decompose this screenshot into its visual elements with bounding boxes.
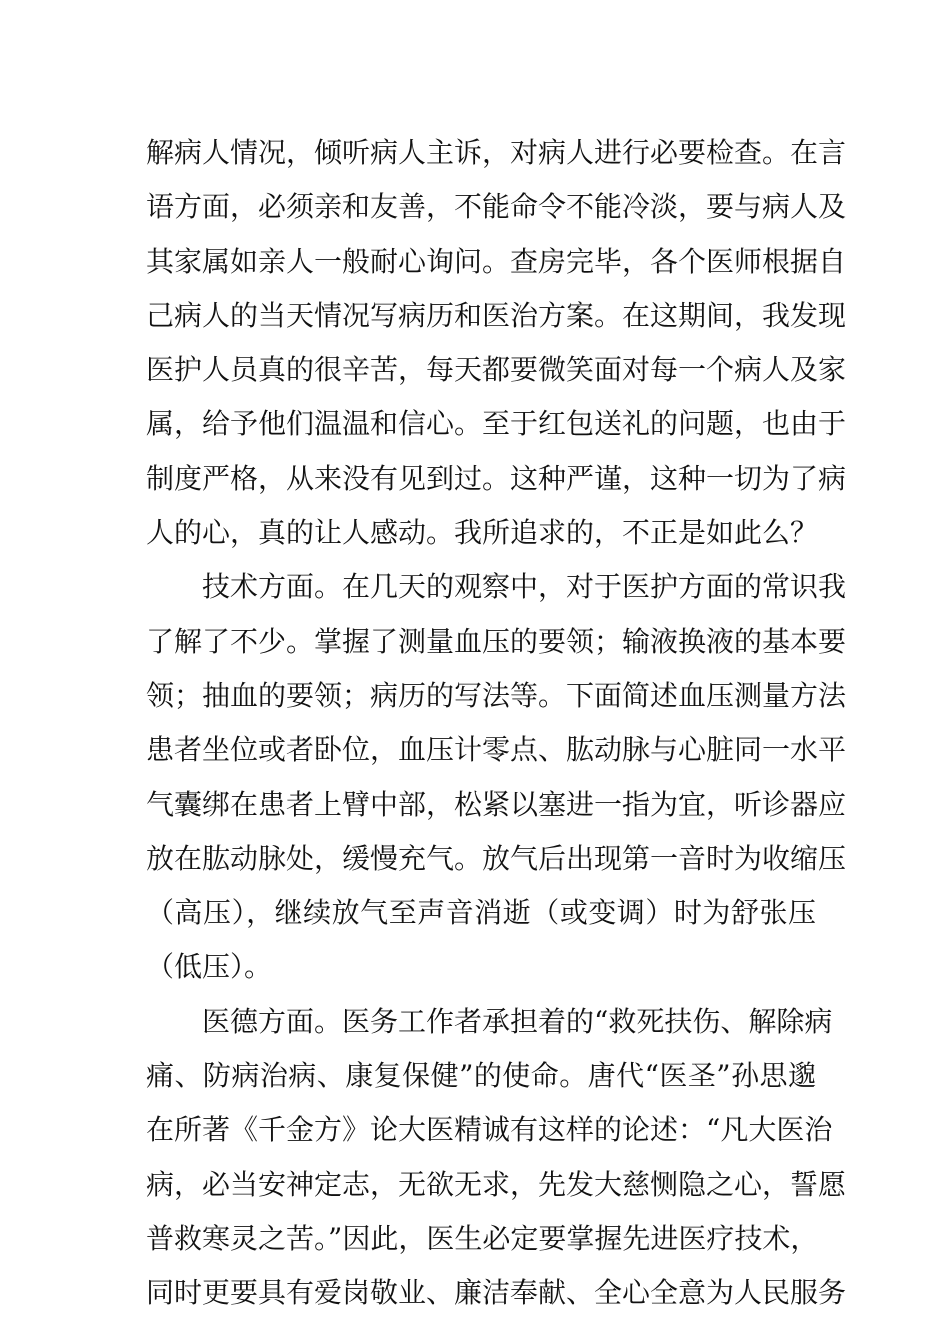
body-text <box>146 126 847 1321</box>
text-line: 医护人员真的很辛苦，每天都要微笑面对每一个病人及家 <box>146 353 847 387</box>
text-line: 患者坐位或者卧位，血压计零点、肱动脉与心脏同一水平 <box>146 733 847 767</box>
text-line: 技术方面。在几天的观察中，对于医护方面的常识我 <box>202 570 847 604</box>
text-line: 其家属如亲人一般耐心询问。查房完毕，各个医师根据自 <box>146 244 847 278</box>
text-line: 在所著《千金方》论大医精诚有这样的论述：“凡大医治 <box>146 1113 833 1147</box>
text-line: 普救寒灵之苦。”因此，医生必定要掌握先进医疗技术， <box>146 1221 819 1255</box>
text-line: 领；抽血的要领；病历的写法等。下面简述血压测量方法 <box>146 678 847 712</box>
text-line: 同时更要具有爱岗敬业、廉洁奉献、全心全意为人民服务 <box>146 1276 847 1310</box>
text-line: 病，必当安神定志，无欲无求，先发大慈恻隐之心，誓愿 <box>146 1167 847 1201</box>
text-line: 语方面，必须亲和友善，不能命令不能冷淡，要与病人及 <box>146 190 847 224</box>
text-line: 医德方面。医务工作者承担着的“救死扶伤、解除病 <box>202 1004 833 1038</box>
text-line: （高压），继续放气至声音消逝（或变调）时为舒张压 <box>146 896 816 930</box>
text-line: 制度严格，从来没有见到过。这种严谨，这种一切为了病 <box>146 461 847 495</box>
text-line: 己病人的当天情况写病历和医治方案。在这期间，我发现 <box>146 298 847 332</box>
text-line: 人的心，真的让人感动。我所追求的，不正是如此么？ <box>146 516 819 550</box>
text-line: 气囊绑在患者上臂中部，松紧以塞进一指为宜，听诊器应 <box>146 787 847 821</box>
text-line: 放在肱动脉处，缓慢充气。放气后出现第一音时为收缩压 <box>146 841 847 875</box>
text-line: 了解了不少。掌握了测量血压的要领；输液换液的基本要 <box>146 624 847 658</box>
text-line: 解病人情况，倾听病人主诉，对病人进行必要检查。在言 <box>146 136 847 169</box>
text-line: 属，给予他们温温和信心。至于红包送礼的问题，也由于 <box>146 407 847 441</box>
text-line: （低压）。 <box>146 950 273 984</box>
text-line: 痛、防病治病、康复保健”的使命。唐代“医圣”孙思邈 <box>146 1059 816 1093</box>
